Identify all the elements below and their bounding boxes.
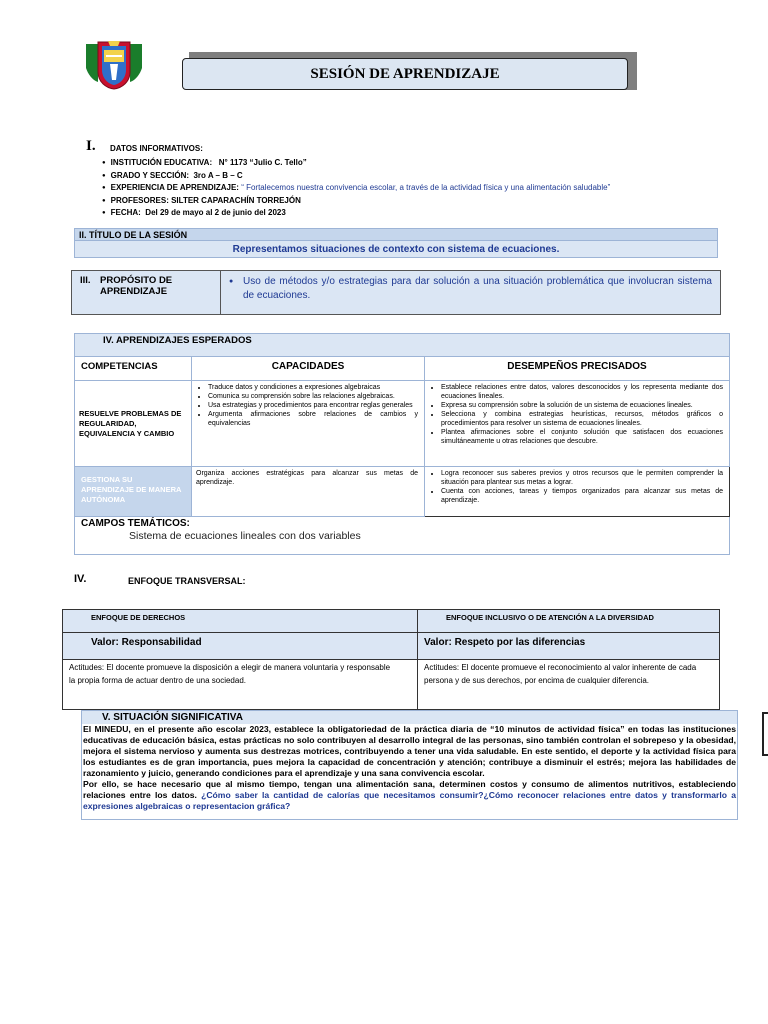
enfoque-heading: ENFOQUE TRANSVERSAL: <box>128 576 246 586</box>
page-title: SESIÓN DE APRENDIZAJE <box>182 58 628 90</box>
situacion-text: El MINEDU, en el presente año escolar 2023, establece la obligatoriedad de la práctica diaria de “10 minutos de actividad física” en todas las instituciones educativas de educación básica, estas prácticas no solo contribuyen al desarrollo integral de las personas, sino también controlan el sobrepeso y la obesidad, mejora el sistema nervioso y aumenta sus destrezas motrices, contribuyendo a tener una vida saludable. En este sentido, el deporte y la actividad física para los estudiantes es de gran importancia, pues mejora la capacidad de concentración y atención; contribuye a disminuir el estrés; mejora las habilidades de razonamiento y juicio, generando condiciones para el aprendizaje y una sana convivencia escolar. Por ello, se hace necesario que al mismo tiempo, tengan una alimentación sana, determinen costos y consumo de alimentos nutritivos, estableciendo relaciones entre los datos. ¿Cómo saber la cantidad de calorías que necesitamos consumir?¿Cómo reconocer relaciones entre datos y transformarlo a expresiones algebraicas o representacion gráfica? <box>83 724 737 811</box>
datos-list <box>102 157 610 220</box>
campos-tematicos-cell <box>75 517 730 555</box>
situacion-question: ¿Cómo saber la cantidad de calorías que necesitamos consumir?¿Cómo reconocer relaciones entre datos y transformarlo a expresiones algebraicas o representacion gráfica? <box>83 790 737 811</box>
aprendizajes-heading: IV. APRENDIZAJES ESPERADOS <box>75 334 730 357</box>
col-competencias: COMPETENCIAS <box>75 357 192 381</box>
proposito-text-cell: ● Uso de métodos y/o estrategias para dar solución a una situación problemática que involucran sistema de ecuaciones. <box>221 271 721 315</box>
edge-box <box>762 712 768 756</box>
proposito-text: Uso de métodos y/o estrategias para dar solución a una situación problemática que involucran sistema de ecuaciones. <box>243 276 712 301</box>
school-crest-logo <box>82 38 146 90</box>
datos-item-fecha: ● FECHA: Del 29 de mayo al 2 de junio del 2023 <box>102 207 610 220</box>
campos-heading: CAMPOS TEMÁTICOS: <box>81 518 190 529</box>
datos-item-institucion: ● INSTITUCIÓN EDUCATIVA: N° 1173 “Julio C. Tello” <box>102 157 610 170</box>
titulo-text: Representamos situaciones de contexto con sistema de ecuaciones. <box>74 241 718 258</box>
competencia-1: RESUELVE PROBLEMAS DE REGULARIDAD, EQUIVALENCIA Y CAMBIO <box>75 381 192 467</box>
campos-text: Sistema de ecuaciones lineales con dos variables <box>129 530 361 542</box>
datos-item-grado: ● GRADO Y SECCIÓN: 3ro A – B – C <box>102 170 610 183</box>
enfoque-derechos-title: ENFOQUE DE DERECHOS <box>63 610 418 633</box>
competencia-2: GESTIONA SU APRENDIZAJE DE MANERA AUTÓNOMA <box>75 467 192 517</box>
titulo-heading: II. TÍTULO DE LA SESIÓN <box>74 228 718 241</box>
enfoque-derechos-actitudes: Actitudes: El docente promueve la disposición a elegir de manera voluntaria y responsable la propia forma de actuar dentro de una sociedad. <box>63 660 418 710</box>
enfoque-inclusivo-title: ENFOQUE INCLUSIVO O DE ATENCIÓN A LA DIVERSIDAD <box>418 610 720 633</box>
col-desempenos: DESEMPEÑOS PRECISADOS <box>425 357 730 381</box>
desempenos-1: • Establece relaciones entre datos, valores desconocidos y los representa mediante dos ecuaciones lineales. • Expresa su comprensión sobre la solución de un sistema de ecuaciones lineales. • Selecciona y combina estrategias heurísticas, recursos, métodos gráficos o procedimientos para resolver un sistema de ecuaciones lineales. • Plantea afirmaciones sobre el conjunto solución que satisfacen dos ecuaciones simultáneamente u otras relaciones que descubre. <box>425 381 730 467</box>
desempenos-2: • Logra reconocer sus saberes previos y otros recursos que le permiten comprender la situación para plantear sus metas a lograr. • Cuenta con acciones, tareas y tiempos organizados para alcanzar sus metas de aprendizaje. <box>425 467 730 517</box>
section-1-numeral: I. <box>86 138 96 154</box>
enfoque-inclusivo-valor: Valor: Respeto por las diferencias <box>418 633 720 660</box>
capacidad-2: Organiza acciones estratégicas para alcanzar sus metas de aprendizaje. <box>192 467 425 517</box>
enfoque-inclusivo-actitudes: Actitudes: El docente promueve el reconocimiento al valor inherente de cada persona y de sus derechos, por encima de cualquier diferencia. <box>418 660 720 710</box>
datos-item-profesores: ● PROFESORES: SILTER CAPARACHÍN TORREJÓN <box>102 195 610 208</box>
enfoque-numeral: IV. <box>74 573 87 585</box>
proposito-table <box>71 270 721 315</box>
col-capacidades: CAPACIDADES <box>192 357 425 381</box>
enfoque-derechos-valor: Valor: Responsabilidad <box>63 633 418 660</box>
aprendizajes-table <box>74 333 730 555</box>
situacion-box <box>81 710 738 820</box>
capacidades-1: • Traduce datos y condiciones a expresiones algebraicas • Comunica su comprensión sobre las relaciones algebraicas. • Usa estrategias y procedimientos para encontrar reglas generales • Argumenta afirmaciones sobre relaciones de cambios y equivalencias <box>192 381 425 467</box>
datos-heading: DATOS INFORMATIVOS: <box>110 144 203 153</box>
proposito-heading-cell: III. PROPÓSITO DE APRENDIZAJE <box>72 271 221 315</box>
situacion-heading: V. SITUACIÓN SIGNIFICATIVA <box>82 711 737 724</box>
enfoque-table <box>62 609 720 710</box>
datos-item-experiencia: ● EXPERIENCIA DE APRENDIZAJE: “ Fortalecemos nuestra convivencia escolar, a través de la actividad física y una alimentación saludable” <box>102 182 610 195</box>
